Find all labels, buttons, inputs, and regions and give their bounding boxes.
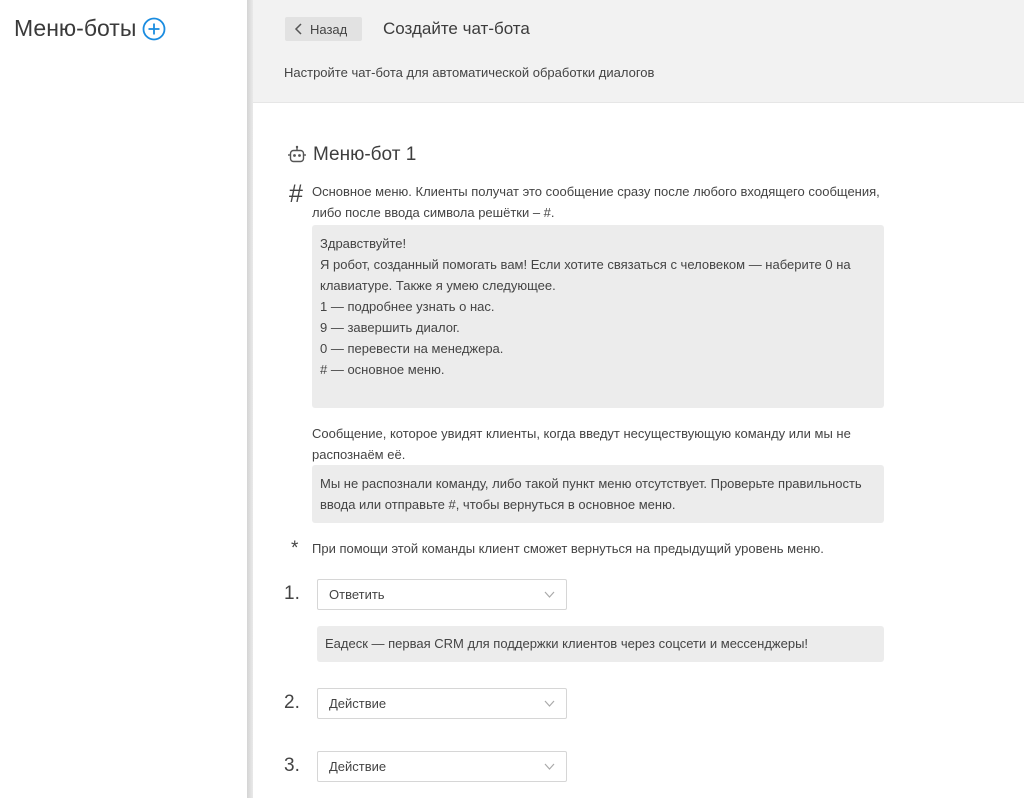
sidebar [0, 0, 247, 798]
main-menu-message-input[interactable]: Здравствуйте! Я робот, созданный помогать вам! Если хотите связаться с человеком — наберите 0 на клавиатуре. Также я умею следующее. 1 — подробнее узнать о нас. 9 — завершить диалог. 0 — перевести на менеджера. # — основное меню. [312, 225, 884, 408]
menu-item-number: 2. [284, 692, 300, 713]
chevron-down-icon [544, 591, 555, 598]
chevron-left-icon [294, 23, 304, 35]
back-button[interactable] [285, 17, 362, 41]
bot-heading [287, 144, 416, 166]
select-value: Действие [329, 759, 387, 774]
main-menu-description: Основное меню. Клиенты получат это сообщение сразу после любого входящего сообщения, либо после ввода символа решётки – #. [312, 184, 880, 220]
menu-item-number: 3. [284, 755, 300, 776]
sidebar-title: Меню-боты [14, 15, 137, 41]
menu-item-number: 1. [284, 583, 300, 604]
page-header [253, 0, 1024, 103]
unknown-command-message-input[interactable]: Мы не распознали команду, либо такой пункт меню отсутствует. Проверьте правильность ввода или отправьте #, чтобы вернуться в основное меню. [312, 465, 884, 523]
hash-icon: # [289, 180, 303, 208]
chevron-down-icon [544, 700, 555, 707]
main-content [253, 0, 1024, 798]
page-title: Создайте чат-бота [383, 19, 530, 38]
menu-item-action-select[interactable] [317, 751, 567, 782]
bot-name: Меню-бот 1 [313, 144, 417, 165]
asterisk-icon: * [291, 538, 299, 559]
page-subtitle: Настройте чат-бота для автоматической обработки диалогов [284, 65, 655, 80]
back-button-label: Назад [310, 21, 348, 37]
sidebar-header [14, 15, 166, 42]
back-command-description: При помощи этой команды клиент сможет вернуться на предыдущий уровень меню. [312, 541, 824, 556]
plus-circle-icon[interactable] [142, 17, 166, 41]
unknown-command-description: Сообщение, которое увидят клиенты, когда введут несуществующую команду или мы не распознаём её. [312, 426, 851, 462]
menu-item-answer-input[interactable]: Еадеск — первая CRM для поддержки клиентов через соцсети и мессенджеры! [317, 626, 884, 662]
select-value: Ответить [329, 587, 385, 602]
select-value: Действие [329, 696, 387, 711]
robot-icon [287, 145, 307, 165]
menu-item-action-select[interactable] [317, 688, 567, 719]
menu-item-action-select[interactable] [317, 579, 567, 610]
chevron-down-icon [544, 763, 555, 770]
